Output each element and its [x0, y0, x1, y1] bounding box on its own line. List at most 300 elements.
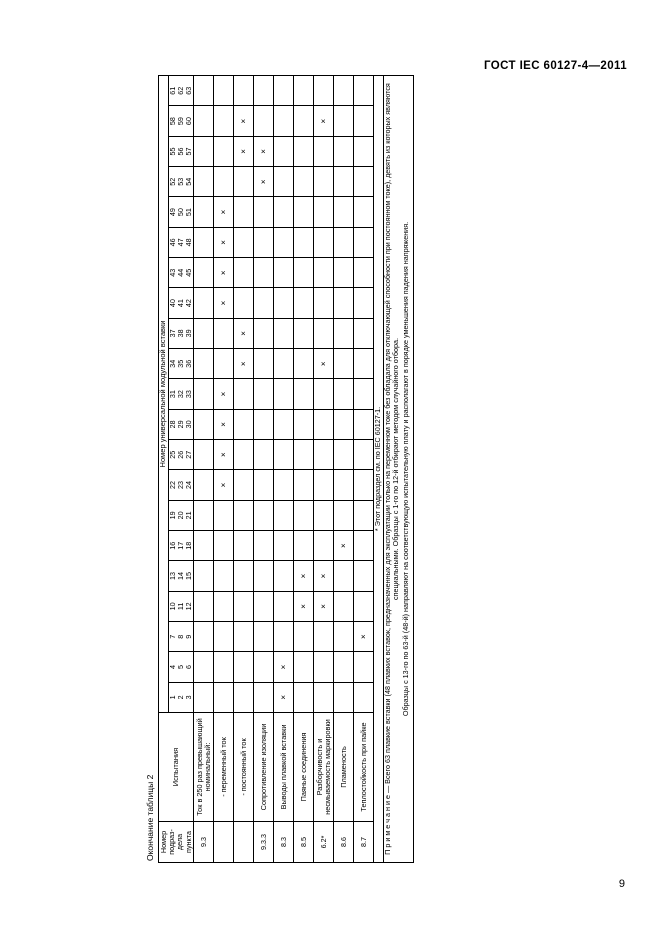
cell-mark: ×	[233, 318, 253, 348]
page-number: 9	[618, 878, 625, 890]
cell-mark	[253, 622, 273, 652]
cell-mark	[313, 470, 333, 500]
cell-mark	[333, 136, 353, 166]
sample-id: 32	[175, 390, 185, 399]
cell-mark	[333, 288, 353, 318]
cell-mark	[313, 500, 333, 530]
cell-mark	[293, 470, 313, 500]
cell-mark	[213, 682, 233, 712]
header-group-title: Номер универсальной модульной вставки	[158, 76, 168, 713]
test-schedule-table	[158, 75, 414, 863]
cell-mark	[313, 379, 333, 409]
cell-mark	[193, 258, 213, 288]
cell-mark	[193, 167, 213, 197]
sample-id: 33	[183, 390, 193, 399]
cell-mark	[233, 288, 253, 318]
cell-mark	[293, 197, 313, 227]
cell-mark: ×	[253, 136, 273, 166]
sample-id: 31	[167, 390, 177, 399]
cell-mark	[353, 106, 373, 136]
sample-id: 2	[175, 695, 185, 700]
cell-mark	[333, 591, 353, 621]
cell-mark	[233, 561, 253, 591]
sample-id: 3	[183, 695, 193, 700]
sample-id: 28	[167, 420, 177, 429]
cell-mark	[333, 440, 353, 470]
cell-mark: ×	[213, 470, 233, 500]
cell-mark	[353, 227, 373, 257]
cell-mark: ×	[313, 349, 333, 379]
sample-id: 59	[175, 117, 185, 126]
header-subclause	[158, 822, 193, 863]
sample-id: 24	[183, 481, 193, 490]
cell-mark	[273, 136, 293, 166]
header-sample-group	[168, 288, 194, 318]
table-row	[353, 76, 373, 863]
cell-mark	[233, 531, 253, 561]
header-sample-group	[168, 652, 194, 682]
cell-mark	[333, 76, 353, 106]
cell-mark: ×	[213, 197, 233, 227]
sample-id: 45	[183, 268, 193, 277]
cell-mark	[353, 409, 373, 439]
table-continuation-label: Окончание таблицы 2	[144, 774, 155, 861]
cell-mark	[273, 197, 293, 227]
cell-mark	[293, 167, 313, 197]
sample-id: 30	[183, 420, 193, 429]
table-notes	[383, 76, 413, 863]
cell-mark	[313, 258, 333, 288]
cell-mark	[253, 652, 273, 682]
cell-mark	[313, 318, 333, 348]
table-row	[333, 76, 353, 863]
row-subclause: 9.3.3	[253, 822, 273, 863]
sample-id: 56	[175, 147, 185, 156]
header-sample-group	[168, 258, 194, 288]
sample-id: 51	[183, 208, 193, 217]
cell-mark	[293, 652, 313, 682]
cell-mark	[213, 136, 233, 166]
header-subclause-line-4: пункта	[183, 831, 193, 853]
sample-id: 44	[175, 268, 185, 277]
cell-mark: ×	[313, 591, 333, 621]
cell-mark	[213, 561, 233, 591]
sample-id: 25	[167, 450, 177, 459]
cell-mark	[213, 76, 233, 106]
sample-id: 54	[183, 177, 193, 186]
cell-mark	[233, 500, 253, 530]
row-test-name: - переменный ток	[213, 713, 233, 822]
cell-mark: ×	[313, 561, 333, 591]
cell-mark	[273, 500, 293, 530]
cell-mark	[353, 167, 373, 197]
row-subclause: 8.5	[293, 822, 313, 863]
cell-mark	[273, 258, 293, 288]
header-sample-group	[168, 227, 194, 257]
cell-mark: ×	[313, 106, 333, 136]
cell-mark: ×	[233, 349, 253, 379]
cell-mark	[333, 379, 353, 409]
sample-id: 8	[175, 634, 185, 639]
sample-id: 20	[175, 511, 185, 520]
row-subclause: 8.6	[333, 822, 353, 863]
cell-mark: ×	[213, 440, 233, 470]
cell-mark	[293, 379, 313, 409]
cell-mark	[333, 258, 353, 288]
cell-mark	[293, 531, 313, 561]
cell-mark	[193, 227, 213, 257]
row-subclause: 8.7	[353, 822, 373, 863]
cell-mark	[213, 318, 233, 348]
cell-mark	[233, 470, 253, 500]
cell-mark	[193, 470, 213, 500]
cell-mark	[233, 379, 253, 409]
cell-mark	[313, 167, 333, 197]
cell-mark	[233, 652, 253, 682]
header-sample-group	[168, 318, 194, 348]
cell-mark	[353, 652, 373, 682]
header-sample-group	[168, 349, 194, 379]
header-subclause-line-2: подраз-	[166, 829, 176, 855]
cell-mark	[353, 500, 373, 530]
cell-mark	[193, 652, 213, 682]
sample-id: 36	[183, 359, 193, 368]
cell-mark	[233, 76, 253, 106]
cell-mark	[293, 318, 313, 348]
cell-mark	[253, 379, 273, 409]
sample-id: 38	[175, 329, 185, 338]
cell-mark	[353, 470, 373, 500]
cell-mark	[353, 531, 373, 561]
table-footnote: * Этот подраздел см. по IEC 60127-1.	[373, 76, 382, 863]
cell-mark	[293, 409, 313, 439]
sample-id: 41	[175, 299, 185, 308]
row-test-name: Ток в 250 раз превышающий номинальный:	[193, 713, 213, 822]
table-note-2: Образцы с 13-го по 63-й (48-й) направляют на соответствующую испытательную плату и располагают в порядке уменьшения падения напряжения.	[400, 221, 410, 717]
cell-mark	[193, 622, 213, 652]
cell-mark	[213, 622, 233, 652]
cell-mark	[213, 531, 233, 561]
table-row	[273, 76, 293, 863]
cell-mark	[313, 531, 333, 561]
row-test-name: Паяные соединения	[293, 713, 313, 822]
cell-mark: ×	[333, 531, 353, 561]
sample-id: 16	[167, 541, 177, 550]
cell-mark	[313, 288, 333, 318]
cell-mark	[333, 500, 353, 530]
table-row	[233, 76, 253, 863]
header-sample-group	[168, 136, 194, 166]
cell-mark: ×	[213, 258, 233, 288]
table-row	[293, 76, 313, 863]
cell-mark	[353, 136, 373, 166]
cell-mark	[193, 136, 213, 166]
cell-mark	[313, 622, 333, 652]
cell-mark	[353, 349, 373, 379]
header-sample-group	[168, 470, 194, 500]
cell-mark	[333, 227, 353, 257]
cell-mark	[333, 167, 353, 197]
cell-mark	[293, 500, 313, 530]
cell-mark	[333, 409, 353, 439]
sample-id: 19	[167, 511, 177, 520]
cell-mark	[273, 591, 293, 621]
sample-id: 49	[167, 208, 177, 217]
cell-mark	[253, 500, 273, 530]
sample-id: 1	[167, 695, 177, 700]
cell-mark	[193, 682, 213, 712]
cell-mark	[333, 349, 353, 379]
header-sample-group	[168, 440, 194, 470]
sample-id: 50	[175, 208, 185, 217]
sample-id: 9	[183, 634, 193, 639]
row-subclause: 9.3	[193, 822, 213, 863]
cell-mark	[293, 136, 313, 166]
header-sample-group	[168, 409, 194, 439]
cell-mark	[273, 622, 293, 652]
header-sample-group	[168, 76, 194, 106]
cell-mark	[193, 106, 213, 136]
cell-mark	[253, 197, 273, 227]
row-test-name: Сопротивление изоляции	[253, 713, 273, 822]
sample-id: 27	[183, 450, 193, 459]
sample-id: 10	[167, 602, 177, 611]
header-subclause-line-3: дела	[174, 833, 184, 851]
cell-mark	[353, 258, 373, 288]
sample-id: 23	[175, 481, 185, 490]
sample-id: 29	[175, 420, 185, 429]
sample-id: 22	[167, 481, 177, 490]
sample-id: 48	[183, 238, 193, 247]
cell-mark	[333, 652, 353, 682]
table-head-row-group	[158, 76, 168, 863]
header-sample-group	[168, 197, 194, 227]
cell-mark	[233, 167, 253, 197]
cell-mark	[193, 500, 213, 530]
cell-mark	[353, 318, 373, 348]
sample-id: 12	[183, 602, 193, 611]
sample-id: 46	[167, 238, 177, 247]
cell-mark	[193, 349, 213, 379]
cell-mark	[293, 76, 313, 106]
cell-mark	[253, 318, 273, 348]
sample-id: 18	[183, 541, 193, 550]
sample-id: 11	[175, 602, 185, 611]
header-sample-group	[168, 561, 194, 591]
cell-mark	[313, 197, 333, 227]
cell-mark: ×	[353, 622, 373, 652]
table-note-1: П р и м е ч а н и е — Всего 63 плавкие вставки (48 плавких вставок, предназначенных для эксплуатации только на переменном токе без обладала для отключающей способности при постоянном токе), девять из которых являются специальными. Образцы с 1-го по 12-й отбирают методом случайного отбора.	[382, 83, 400, 855]
cell-mark	[293, 622, 313, 652]
sample-id: 43	[167, 268, 177, 277]
cell-mark	[193, 76, 213, 106]
table-row	[253, 76, 273, 863]
cell-mark	[253, 76, 273, 106]
sample-id: 34	[167, 359, 177, 368]
cell-mark	[193, 531, 213, 561]
header-sample-group	[168, 591, 194, 621]
cell-mark	[273, 531, 293, 561]
cell-mark: ×	[293, 561, 313, 591]
cell-mark	[193, 409, 213, 439]
sample-id: 63	[183, 86, 193, 95]
table-head	[158, 76, 193, 863]
sample-id: 60	[183, 117, 193, 126]
sample-id: 35	[175, 359, 185, 368]
sample-id: 57	[183, 147, 193, 156]
cell-mark	[273, 288, 293, 318]
cell-mark	[273, 318, 293, 348]
sample-id: 14	[175, 572, 185, 581]
cell-mark: ×	[273, 652, 293, 682]
cell-mark	[293, 288, 313, 318]
sample-id: 17	[175, 541, 185, 550]
cell-mark: ×	[213, 227, 233, 257]
cell-mark	[253, 440, 273, 470]
cell-mark	[253, 288, 273, 318]
cell-mark	[333, 682, 353, 712]
cell-mark	[333, 561, 353, 591]
cell-mark	[213, 167, 233, 197]
cell-mark	[293, 682, 313, 712]
standard-number: ГОСТ IEC 60127-4—2011	[484, 60, 627, 72]
sample-id: 61	[167, 86, 177, 95]
cell-mark: ×	[233, 136, 253, 166]
cell-mark	[333, 197, 353, 227]
cell-mark	[313, 76, 333, 106]
cell-mark	[273, 470, 293, 500]
cell-mark	[253, 591, 273, 621]
cell-mark	[233, 409, 253, 439]
cell-mark	[273, 227, 293, 257]
cell-mark	[233, 622, 253, 652]
header-sample-group	[168, 531, 194, 561]
cell-mark	[233, 197, 253, 227]
sample-id: 58	[167, 117, 177, 126]
cell-mark	[333, 106, 353, 136]
cell-mark	[293, 349, 313, 379]
cell-mark	[253, 682, 273, 712]
cell-mark	[353, 379, 373, 409]
cell-mark	[273, 409, 293, 439]
row-test-name: Теплостойкость при пайке	[353, 713, 373, 822]
sample-id: 55	[167, 147, 177, 156]
cell-mark	[213, 349, 233, 379]
table-row	[213, 76, 233, 863]
sample-id: 26	[175, 450, 185, 459]
cell-mark	[313, 227, 333, 257]
cell-mark	[313, 682, 333, 712]
cell-mark	[193, 288, 213, 318]
cell-mark	[293, 440, 313, 470]
cell-mark	[333, 622, 353, 652]
cell-mark	[193, 197, 213, 227]
header-sample-group	[168, 682, 194, 712]
cell-mark	[353, 440, 373, 470]
cell-mark	[213, 652, 233, 682]
table-footnote-row	[373, 76, 382, 863]
cell-mark	[333, 470, 353, 500]
cell-mark	[213, 500, 233, 530]
cell-mark	[313, 652, 333, 682]
cell-mark	[193, 318, 213, 348]
cell-mark	[273, 440, 293, 470]
cell-mark: ×	[253, 167, 273, 197]
cell-mark	[253, 561, 273, 591]
header-sample-group	[168, 379, 194, 409]
cell-mark	[253, 349, 273, 379]
cell-mark	[253, 470, 273, 500]
table-body	[193, 76, 412, 863]
cell-mark	[233, 591, 253, 621]
cell-mark	[253, 258, 273, 288]
sample-id: 13	[167, 572, 177, 581]
cell-mark	[253, 227, 273, 257]
header-sample-group	[168, 167, 194, 197]
cell-mark	[353, 561, 373, 591]
cell-mark	[233, 682, 253, 712]
cell-mark	[213, 591, 233, 621]
sample-id: 21	[183, 511, 193, 520]
sample-id: 4	[167, 665, 177, 670]
cell-mark	[353, 197, 373, 227]
cell-mark	[253, 106, 273, 136]
cell-mark	[213, 106, 233, 136]
table-notes-row	[383, 76, 413, 863]
cell-mark	[313, 409, 333, 439]
row-subclause	[233, 822, 253, 863]
cell-mark	[193, 379, 213, 409]
cell-mark	[353, 591, 373, 621]
cell-mark	[273, 106, 293, 136]
row-test-name: Разборчивость и несмываемость маркировки	[313, 713, 333, 822]
header-sample-group	[168, 622, 194, 652]
cell-mark	[313, 440, 333, 470]
row-subclause: 6.2*	[313, 822, 333, 863]
cell-mark	[353, 682, 373, 712]
header-subclause-line-1: Номер	[158, 830, 168, 854]
cell-mark	[193, 591, 213, 621]
cell-mark	[193, 440, 213, 470]
table-row	[193, 76, 213, 863]
sample-id: 15	[183, 572, 193, 581]
cell-mark: ×	[213, 409, 233, 439]
cell-mark	[273, 76, 293, 106]
sample-id: 40	[167, 299, 177, 308]
row-test-name: Пламеность	[333, 713, 353, 822]
cell-mark	[193, 561, 213, 591]
sample-id: 53	[175, 177, 185, 186]
header-sample-group	[168, 106, 194, 136]
row-subclause: 8.3	[273, 822, 293, 863]
sample-id: 42	[183, 299, 193, 308]
sample-id: 47	[175, 238, 185, 247]
table-row	[313, 76, 333, 863]
cell-mark: ×	[213, 379, 233, 409]
cell-mark	[353, 288, 373, 318]
cell-mark: ×	[233, 106, 253, 136]
sample-id: 5	[175, 665, 185, 670]
row-test-name: Выводы плавкой вставки	[273, 713, 293, 822]
header-sample-group	[168, 500, 194, 530]
sample-id: 39	[183, 329, 193, 338]
cell-mark	[273, 167, 293, 197]
cell-mark	[293, 106, 313, 136]
cell-mark	[273, 349, 293, 379]
sample-id: 62	[175, 86, 185, 95]
cell-mark	[233, 258, 253, 288]
row-test-name: - постоянный ток	[233, 713, 253, 822]
